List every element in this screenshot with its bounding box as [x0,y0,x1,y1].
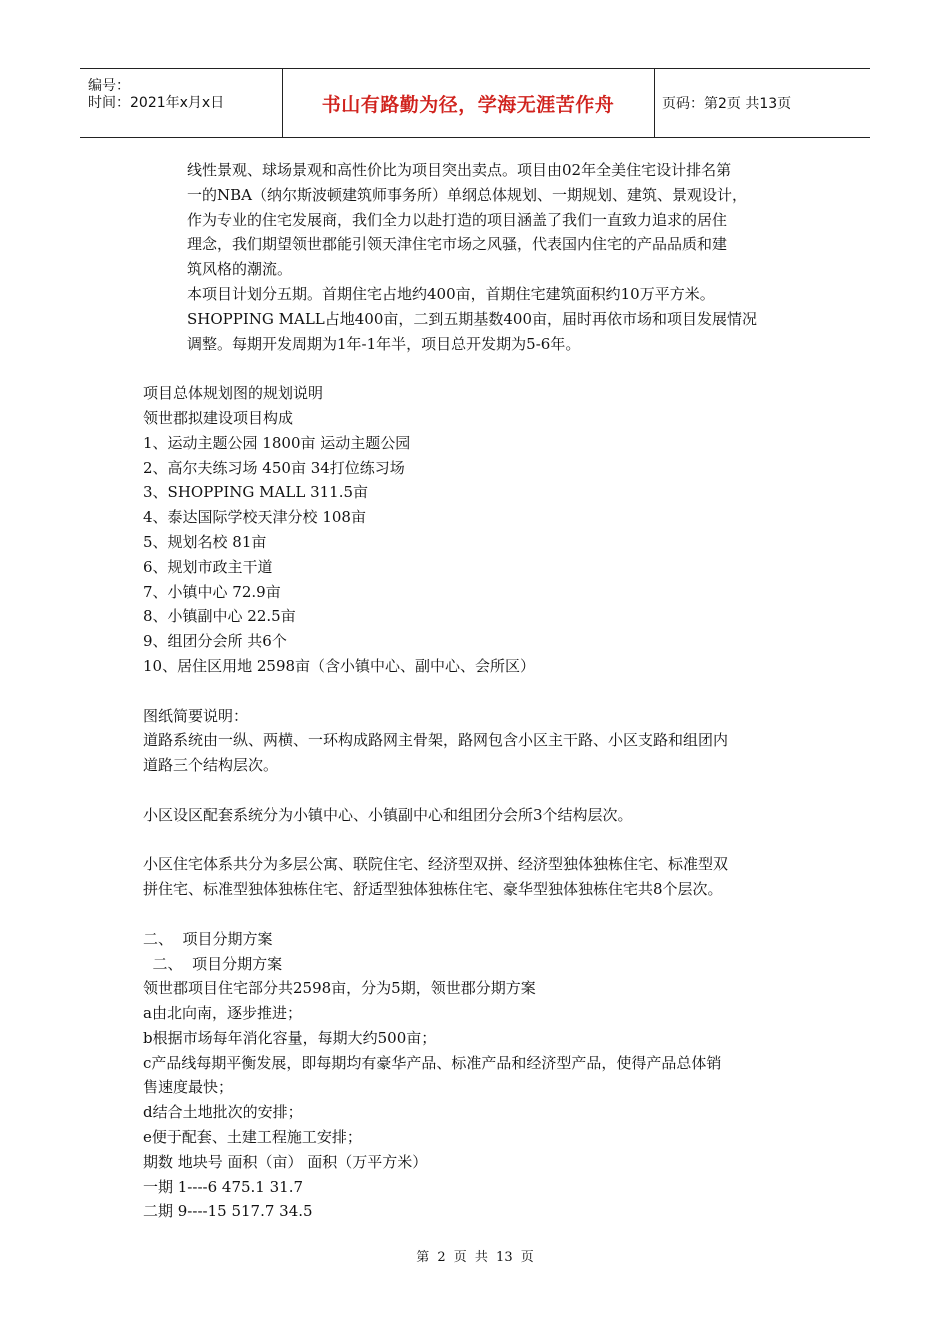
list-item: a由北向南，逐步推进； [143,1004,302,1023]
body-line: 领世郡项目住宅部分共2598亩，分为5期，领世郡分期方案 [143,979,536,998]
body-line: SHOPPING MALL占地400亩，二到五期基数400亩，届时再依市场和项目发展情况 [187,309,758,328]
table-row: 二期 9----15 517.7 34.5 [143,1202,313,1221]
page-header [80,68,870,138]
section-heading: 二、 项目分期方案 [143,954,283,973]
drawing-title: 图纸简要说明： [143,706,249,725]
body-line: 小区设区配套系统分为小镇中心、小镇副中心和组团分会所3个结构层次。 [143,805,633,824]
body-line: 线性景观、球场景观和高性价比为项目突出卖点。项目由02年全美住宅设计排名第 [187,161,732,179]
body-line: 调整。每期开发周期为1年-1年半，项目总开发期为5-6年。 [187,334,581,353]
body-line: 小区住宅体系共分为多层公寓、联院住宅、经济型双拼、经济型独体独栋住宅、标准型双 [143,855,729,874]
document-body [143,158,823,1224]
header-meta [80,69,283,137]
body-line: 理念，我们期望领世郡能引领天津住宅市场之风骚，代表国内住宅的产品品质和建 [187,235,728,254]
body-line: 作为专业的住宅发展商，我们全力以赴打造的项目涵盖了我们一直致力追求的居住 [187,210,728,229]
body-line: 道路三个结构层次。 [143,756,279,775]
table-row: 一期 1----6 475.1 31.7 [143,1177,304,1196]
list-item: 5、规划名校 81亩 [143,532,267,551]
composition-title: 领世郡拟建设项目构成 [143,408,294,427]
body-line: 道路系统由一纵、两横、一环构成路网主骨架，路网包含小区主干路、小区支路和组团内 [143,731,729,750]
list-item: 7、小镇中心 72.9亩 [143,582,281,601]
list-item: 3、SHOPPING MALL 311.5亩 [143,483,369,502]
section-heading: 二、 项目分期方案 [143,929,273,948]
list-item: 4、泰达国际学校天津分校 108亩 [143,508,366,527]
list-item: 8、小镇副中心 22.5亩 [143,607,296,626]
list-item: 2、高尔夫练习场 450亩 34打位练习场 [143,458,405,477]
list-item: e便于配套、土建工程施工安排； [143,1128,362,1147]
list-item: 10、居住区用地 2598亩（含小镇中心、副中心、会所区） [143,656,536,675]
list-item: 9、组团分会所 共6个 [143,632,287,651]
body-line: 拼住宅、标准型独体独栋住宅、舒适型独体独栋住宅、豪华型独体独栋住宅共8个层次。 [143,880,723,899]
list-item: 1、运动主题公园 1800亩 运动主题公园 [143,433,411,452]
list-item: b根据市场每年消化容量，每期大约500亩； [143,1028,437,1047]
body-line: 本项目计划分五期。首期住宅占地约400亩，首期住宅建筑面积约10万平方米。 [187,284,715,303]
list-item: d结合土地批次的安排； [143,1103,303,1122]
plan-title: 项目总体规划图的规划说明 [143,384,324,403]
list-item: c产品线每期平衡发展，即每期均有豪华产品、标准产品和经济型产品，使得产品总体销 [143,1053,722,1072]
document-date-label: 时间：2021年x月x日 [88,95,225,111]
body-line: 一的NBA（纳尔斯波顿建筑师事务所）单纲总体规划、一期规划、建筑、景观设计， [187,185,747,204]
list-item: 6、规划市政主干道 [143,557,273,576]
header-page-number: 页码：第2页 共13页 [662,96,792,112]
page-footer: 第 2 页 共 13 页 [416,1250,534,1265]
body-line: 筑风格的潮流。 [187,260,293,279]
header-motto: 书山有路勤为径，学海无涯苦作舟 [282,69,655,137]
document-number-label: 编号： [88,78,130,94]
table-header: 期数 地块号 面积（亩） 面积（万平方米） [143,1152,428,1171]
list-item: 售速度最快； [143,1078,234,1097]
